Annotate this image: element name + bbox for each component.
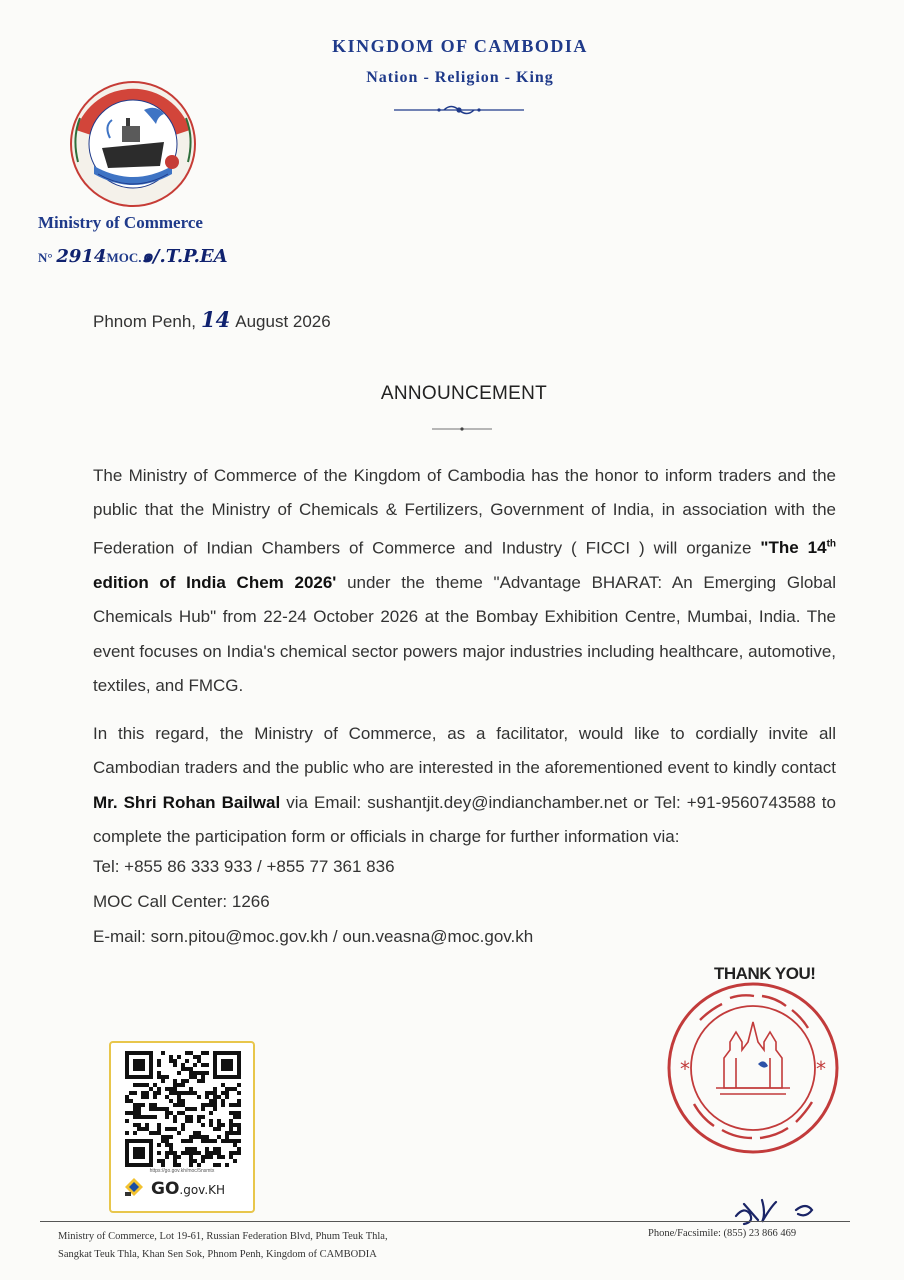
svg-text:*: * (816, 1057, 826, 1081)
svg-text:*: * (680, 1057, 690, 1081)
dateline-place: Phnom Penh, (93, 312, 197, 331)
paragraph1-text-a: The Ministry of Commerce of the Kingdom of Cambodia has the honor to inform traders and the public that the Ministry of Chemicals & Fertilizers, Government of India, in association with the Federation of Indian Chambers of Commerce and Industry ( FICCI ) will organize (93, 466, 836, 558)
ref-suffix: ๑/.T.P.EA (141, 246, 228, 267)
contact-tel: Tel: +855 86 333 933 / +855 77 361 836 (93, 857, 395, 876)
contact-call-center: MOC Call Center: 1266 (93, 892, 270, 911)
contact-name: Mr. Shri Rohan Bailwal (93, 792, 281, 812)
go-gov-kh-brand (151, 1179, 225, 1199)
title-ornament-icon (432, 425, 492, 433)
ref-prefix: N° (38, 250, 53, 265)
official-seal-stamp (660, 980, 846, 1156)
dateline (93, 307, 331, 332)
reference-number (38, 241, 228, 270)
qr-code-icon[interactable] (125, 1051, 241, 1167)
footer-phone: Phone/Facsimile: (855) 23 866 469 (648, 1228, 797, 1239)
dateline-month-year: August 2026 (235, 312, 331, 331)
paragraph-invitation-intro (93, 459, 836, 704)
event-name-open: "The 14 (760, 538, 827, 558)
paragraph1-text-b: under the theme "Advantage BHARAT: An Emerging Global Chemicals Hub" from 22-24 October 2026 at the Bombay Exhibition Centre, Mumbai, India. The event focuses on India's chemical sector powers major industries including healthcare, automotive, textiles, and FMCG. (93, 572, 836, 696)
paragraph2-text-b: via Email: sushantjit.dey@indianchamber.net or Tel: +91-9560743588 to complete the participation form or officials in charge for further information via: (93, 792, 836, 847)
thank-you-closing: THANK YOU! (714, 964, 816, 983)
ref-handwritten-number: 2914 (56, 246, 107, 267)
announcement-title: ANNOUNCEMENT (380, 383, 548, 404)
go-gov-kh-logo-icon (123, 1176, 145, 1198)
ref-mid: MOC. (106, 250, 142, 265)
qr-code-card[interactable] (109, 1041, 255, 1213)
event-name-sup: th (826, 538, 837, 550)
event-name-rest: edition of India Chem 2026' (93, 572, 337, 592)
ministry-emblem-logo (64, 78, 202, 208)
header-ornament-icon (394, 102, 524, 118)
go-brand-main: GO (151, 1179, 180, 1199)
paragraph-contact (93, 717, 836, 855)
go-brand-domain: .gov.KH (179, 1183, 226, 1197)
kingdom-heading: KINGDOM OF CAMBODIA (332, 36, 588, 56)
footer-address-line2: Sangkat Teuk Thla, Khan Sen Sok, Phnom Penh, Kingdom of CAMBODIA (58, 1249, 377, 1260)
footer-address (58, 1228, 388, 1264)
motto-heading: Nation - Religion - King (366, 69, 554, 86)
dateline-day: 14 (201, 307, 231, 332)
qr-url: https://go.gov.kh/moc/5nsmtx (149, 1168, 215, 1174)
ministry-name: Ministry of Commerce (38, 213, 203, 232)
paragraph2-text-a: In this regard, the Ministry of Commerce, as a facilitator, would like to cordially invite all Cambodian traders and the public who are interested in the aforementioned event to kindly contact (93, 724, 836, 778)
footer-divider (40, 1221, 850, 1222)
contact-email: E-mail: sorn.pitou@moc.gov.kh / oun.veasna@moc.gov.kh (93, 927, 534, 946)
footer-address-line1: Ministry of Commerce, Lot 19-61, Russian Federation Blvd, Phum Teuk Thla, (58, 1231, 388, 1242)
